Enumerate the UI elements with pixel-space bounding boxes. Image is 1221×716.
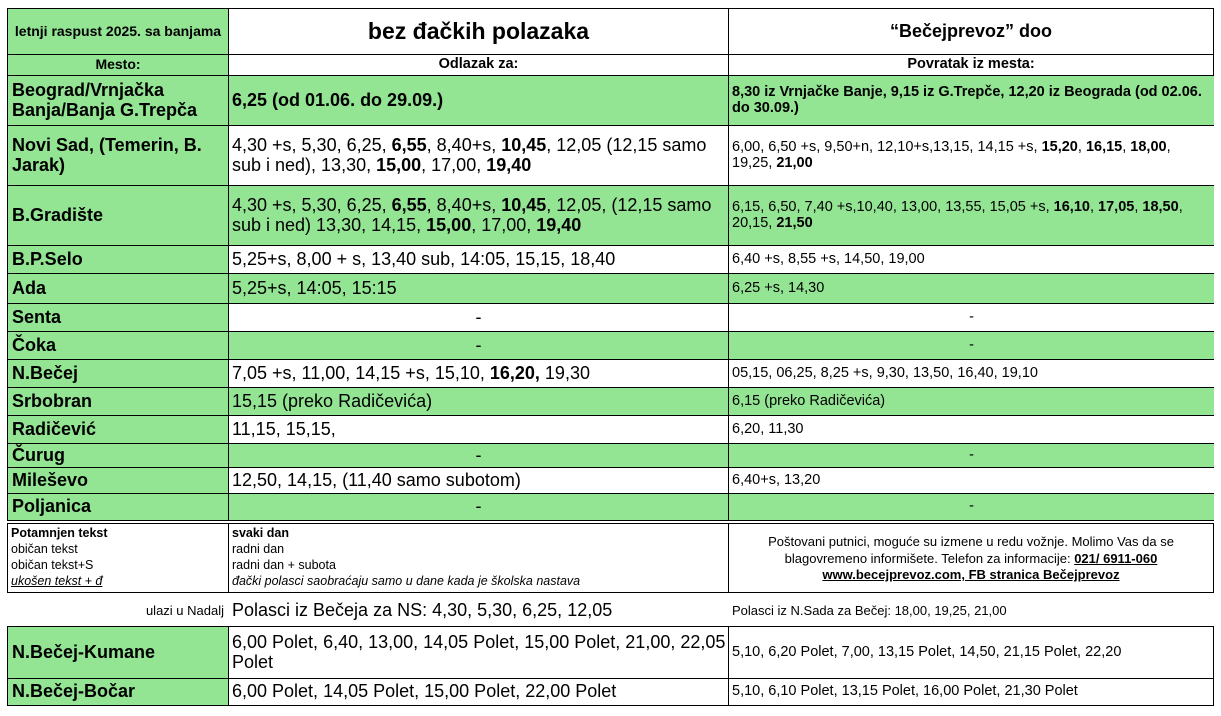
extra-route-place: N.Bečej-Bočar (7, 678, 228, 706)
time-segment: 18,00 (1130, 138, 1167, 155)
route-row (7, 359, 1214, 387)
route-row (7, 443, 1214, 467)
time-segment: 5,25+s, 14:05, 15:15 (232, 277, 397, 298)
route-departures (228, 387, 728, 415)
time-segment: 6,55 (391, 194, 427, 215)
info-note-line: Poštovani putnici, moguće su izmene u redu vožnje. Molimo Vas da se (768, 533, 1174, 549)
route-departures (228, 415, 728, 443)
time-segment: - (475, 444, 482, 465)
route-row (7, 125, 1214, 185)
legend-key: ukošen tekst + đ (11, 573, 103, 588)
legend-value: radni dan (232, 541, 285, 556)
route-departures (228, 125, 728, 185)
route-returns (728, 75, 1214, 125)
legend-key: običan tekst (11, 541, 78, 556)
route-row (7, 273, 1214, 303)
time-segment: 21,50 (776, 214, 813, 231)
company-name: “Bečejprevoz” doo (728, 8, 1214, 54)
route-departures (228, 467, 728, 493)
header-row (7, 8, 1214, 54)
time-segment: , (1122, 138, 1131, 155)
time-segment: , 17,00, (471, 214, 537, 235)
time-segment: - (475, 334, 482, 355)
route-departures (228, 331, 728, 359)
time-segment: 15,00 (376, 154, 422, 175)
route-departures (228, 273, 728, 303)
route-returns (728, 303, 1214, 331)
legend-value: đački polasci saobraćaju samo u dane kada je školska nastava (232, 573, 581, 588)
time-segment: 6,55 (391, 134, 427, 155)
route-row (7, 467, 1214, 493)
route-row (7, 245, 1214, 273)
time-segment: 16,15 (1085, 138, 1123, 155)
route-place: Beograd/Vrnjačka Banja/Banja G.Trepča (7, 75, 228, 125)
route-returns (728, 273, 1214, 303)
route-row (7, 303, 1214, 331)
route-returns (728, 125, 1214, 185)
time-segment: 10,45 (501, 134, 547, 155)
route-place: Čurug (7, 443, 228, 467)
route-place: Poljanica (7, 493, 228, 521)
time-segment: 6,25 (od 01.06. do 29.09.) (232, 89, 444, 110)
extra-route-departure: 6,00 Polet, 6,40, 13,00, 14,05 Polet, 15,00 Polet, 21,00, 22,05 Polet (228, 626, 728, 678)
route-returns (728, 359, 1214, 387)
time-segment: , 19,25, (732, 138, 1171, 171)
time-segment: 10,45 (501, 194, 547, 215)
route-returns (728, 415, 1214, 443)
time-segment: 21,00 (776, 154, 813, 171)
time-segment: 6,15 (preko Radičevića) (732, 392, 886, 409)
time-segment: 7,05 +s, 11,00, 14,15 +s, 15,10, (232, 362, 490, 383)
time-segment: 12,50, 14,15, (11,40 samo subotom) (232, 469, 521, 490)
website-link[interactable]: www.becejprevoz.com, FB stranica Bečejprevoz (822, 567, 1120, 583)
ns-label: ulazi u Nadalj (145, 602, 224, 618)
route-departures (228, 493, 728, 521)
route-row (7, 75, 1214, 125)
time-segment: - (969, 446, 974, 463)
route-place: Mileševo (7, 467, 228, 493)
time-segment: 6,40 +s, 8,55 +s, 14,50, 19,00 (732, 250, 925, 267)
route-place: Čoka (7, 331, 228, 359)
time-segment: , (1134, 198, 1143, 215)
column-header-row (7, 54, 1214, 75)
time-segment: 4,30 +s, 5,30, 6,25, (232, 194, 392, 215)
legend-key: običan tekst+S (11, 557, 94, 572)
route-place: Radičević (7, 415, 228, 443)
time-segment: , (1077, 138, 1086, 155)
time-segment: 19,30 (539, 362, 590, 383)
route-departures (228, 185, 728, 245)
legend-value: svaki dan (232, 526, 289, 540)
route-departures (228, 245, 728, 273)
route-departures (228, 75, 728, 125)
time-segment: 6,00, 6,50 +s, 9,50+n, 12,10+s,13,15, 14,15 +s, (732, 138, 1042, 155)
legend-key: Potamnjen tekst (11, 526, 108, 540)
route-returns (728, 245, 1214, 273)
legend-values (228, 523, 728, 593)
time-segment: 19,40 (486, 154, 532, 175)
time-segment: , 12,05, (12,15 samo sub i ned) 13,30, 14,15, (232, 194, 712, 235)
time-segment: 16,20, (489, 362, 540, 383)
route-departures (228, 359, 728, 387)
time-segment: , (1089, 198, 1099, 215)
time-segment: - (969, 308, 974, 325)
legend-value: radni dan + subota (232, 557, 336, 572)
time-segment: 8,30 iz Vrnjačke Banje, 9,15 iz G.Trepče, 12,20 iz Beograda (od 02.06. do 30.09.) (732, 83, 1202, 116)
time-segment: 6,20, 11,30 (732, 420, 804, 437)
route-row (7, 387, 1214, 415)
legend-keys (7, 523, 228, 593)
info-note (728, 523, 1214, 593)
time-segment: 11,15, 15,15, (232, 418, 336, 439)
time-segment: - (475, 306, 482, 327)
route-place: B.P.Selo (7, 245, 228, 273)
time-segment: 19,40 (536, 214, 582, 235)
route-place: B.Gradište (7, 185, 228, 245)
route-returns (728, 185, 1214, 245)
route-returns (728, 493, 1214, 521)
route-row (7, 185, 1214, 245)
time-segment: 16,10 (1053, 198, 1090, 215)
time-segment: 5,25+s, 8,00 + s, 13,40 sub, 14:05, 15,15, 18,40 (232, 248, 616, 269)
column-header-departure: Odlazak za: (228, 54, 728, 75)
route-place: Srbobran (7, 387, 228, 415)
time-segment: 6,25 +s, 14,30 (732, 279, 825, 296)
time-segment: , 17,00, (421, 154, 487, 175)
column-header-place: Mesto: (7, 54, 228, 75)
extra-route-departure: 6,00 Polet, 14,05 Polet, 15,00 Polet, 22,00 Polet (228, 678, 728, 706)
time-segment: 6,15, 6,50, 7,40 +s,10,40, 13,00, 13,55, 15,05 +s, (732, 198, 1054, 215)
extra-route-row (7, 626, 1214, 678)
route-place: Novi Sad, (Temerin, B. Jarak) (7, 125, 228, 185)
route-returns (728, 467, 1214, 493)
extra-route-return: 5,10, 6,10 Polet, 13,15 Polet, 16,00 Polet, 21,30 Polet (728, 678, 1214, 706)
time-segment: 15,15 (preko Radičevića) (232, 390, 433, 411)
time-segment: , 20,15, (732, 198, 1183, 231)
time-segment: - (969, 498, 974, 515)
time-segment: 05,15, 06,25, 8,25 +s, 9,30, 13,50, 16,40, 19,10 (732, 364, 1038, 381)
route-departures (228, 303, 728, 331)
time-segment: 15,20 (1041, 138, 1078, 155)
route-row (7, 493, 1214, 521)
season-label: letnji raspust 2025. sa banjama (7, 8, 228, 54)
time-segment: 4,30 +s, 5,30, 6,25, (232, 134, 392, 155)
extra-route-row (7, 678, 1214, 706)
column-header-return: Povratak iz mesta: (728, 54, 1214, 75)
info-note-line: blagovremeno informišete. Telefon za informacije: (784, 550, 1075, 566)
route-row (7, 331, 1214, 359)
time-segment: - (969, 336, 974, 353)
ns-returns: Polasci iz N.Sada za Bečej: 18,00, 19,25, 21,00 (732, 602, 1007, 618)
route-returns (728, 387, 1214, 415)
route-departures (228, 443, 728, 467)
route-row (7, 415, 1214, 443)
route-returns (728, 331, 1214, 359)
route-returns (728, 443, 1214, 467)
time-segment: , 12,05 (12,15 samo sub i ned), 13,30, (232, 134, 707, 175)
route-place: N.Bečej (7, 359, 228, 387)
time-segment: 6,40+s, 13,20 (732, 471, 821, 488)
time-segment: 17,05 (1098, 198, 1135, 215)
phone-link[interactable]: 021/ 6911-060 (1074, 550, 1158, 566)
time-segment: - (475, 496, 482, 517)
ns-departures-row (7, 598, 1214, 624)
ns-departures: Polasci iz Bečeja za NS: 4,30, 5,30, 6,25, 12,05 (232, 600, 613, 621)
time-segment: , 8,40+s, (426, 194, 502, 215)
route-place: Ada (7, 273, 228, 303)
time-segment: 15,00 (426, 214, 472, 235)
timetable-title: bez đačkih polazaka (228, 8, 728, 54)
time-segment: , 8,40+s, (426, 134, 502, 155)
route-place: Senta (7, 303, 228, 331)
extra-route-return: 5,10, 6,20 Polet, 7,00, 13,15 Polet, 14,50, 21,15 Polet, 22,20 (728, 626, 1214, 678)
extra-route-place: N.Bečej-Kumane (7, 626, 228, 678)
legend-row (7, 523, 1214, 593)
time-segment: 18,50 (1142, 198, 1179, 215)
